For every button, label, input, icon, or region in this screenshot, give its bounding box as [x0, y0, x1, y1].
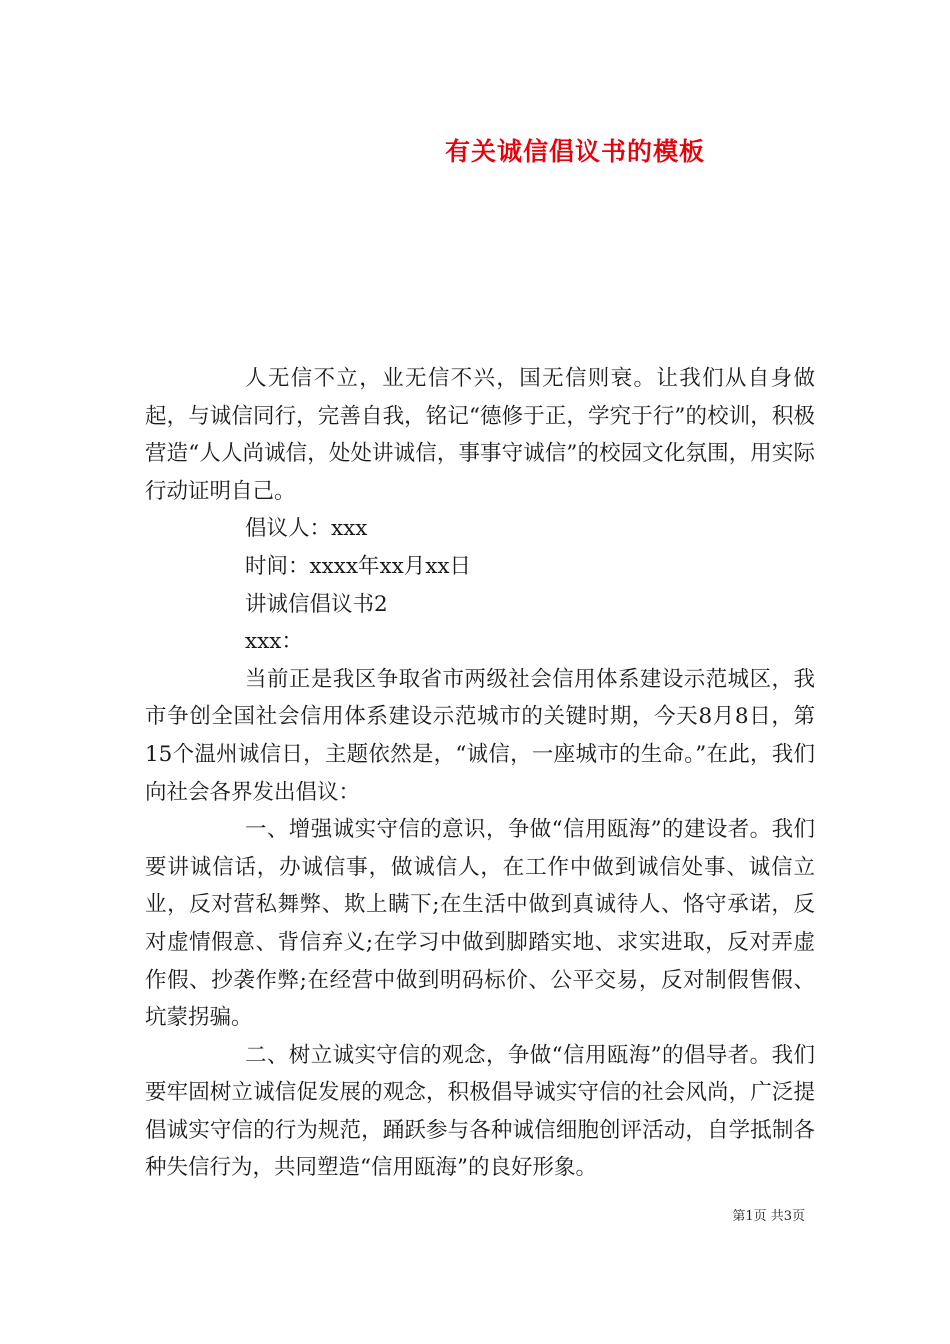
- paragraph-context: 当前正是我区争取省市两级社会信用体系建设示范城区，我市争创全国社会信用体系建设示范城市的关键时期，今天8月8日，第15个温州诚信日，主题依然是，“诚信，一座城市的生命。”在此，我们向社会各界发出倡议：: [145, 666, 815, 805]
- page-footer: 第1页 共3页: [732, 1209, 805, 1224]
- signer-line: 倡议人：xxx: [245, 516, 368, 542]
- paragraph-point-1: 一、增强诚实守信的意识，争做“信用瓯海”的建设者。我们要讲诚信话，办诚信事，做诚信人，在工作中做到诚信处事、诚信立业，反对营私舞弊、欺上瞒下;在生活中做到真诚待人、恪守承诺，反对虚情假意、背信弃义;在学习中做到脚踏实地、求实进取，反对弄虚作假、抄袭作弊;在经营中做到明码标价、公平交易，反对制假售假、坑蒙拐骗。: [145, 817, 815, 1031]
- document-body: [145, 360, 815, 1187]
- section-heading: 讲诚信倡议书2: [245, 591, 388, 617]
- date-line: 时间：xxxx年xx月xx日: [245, 553, 472, 579]
- document-title: 有关诚信倡议书的模板: [444, 137, 705, 166]
- paragraph-intro: 人无信不立，业无信不兴，国无信则衰。让我们从自身做起，与诚信同行，完善自我，铭记“德修于正，学究于行”的校训，积极营造“人人尚诚信，处处讲诚信，事事守诚信”的校园文化氛围，用实际行动证明自己。: [145, 366, 815, 504]
- paragraph-point-2: 二、树立诚实守信的观念，争做“信用瓯海”的倡导者。我们要牢固树立诚信促发展的观念，积极倡导诚实守信的社会风尚，广泛提倡诚实守信的行为规范，踊跃参与各种诚信细胞创评活动，自学抵制各种失信行为，共同塑造“信用瓯海”的良好形象。: [145, 1042, 815, 1181]
- salutation: xxx：: [245, 629, 303, 655]
